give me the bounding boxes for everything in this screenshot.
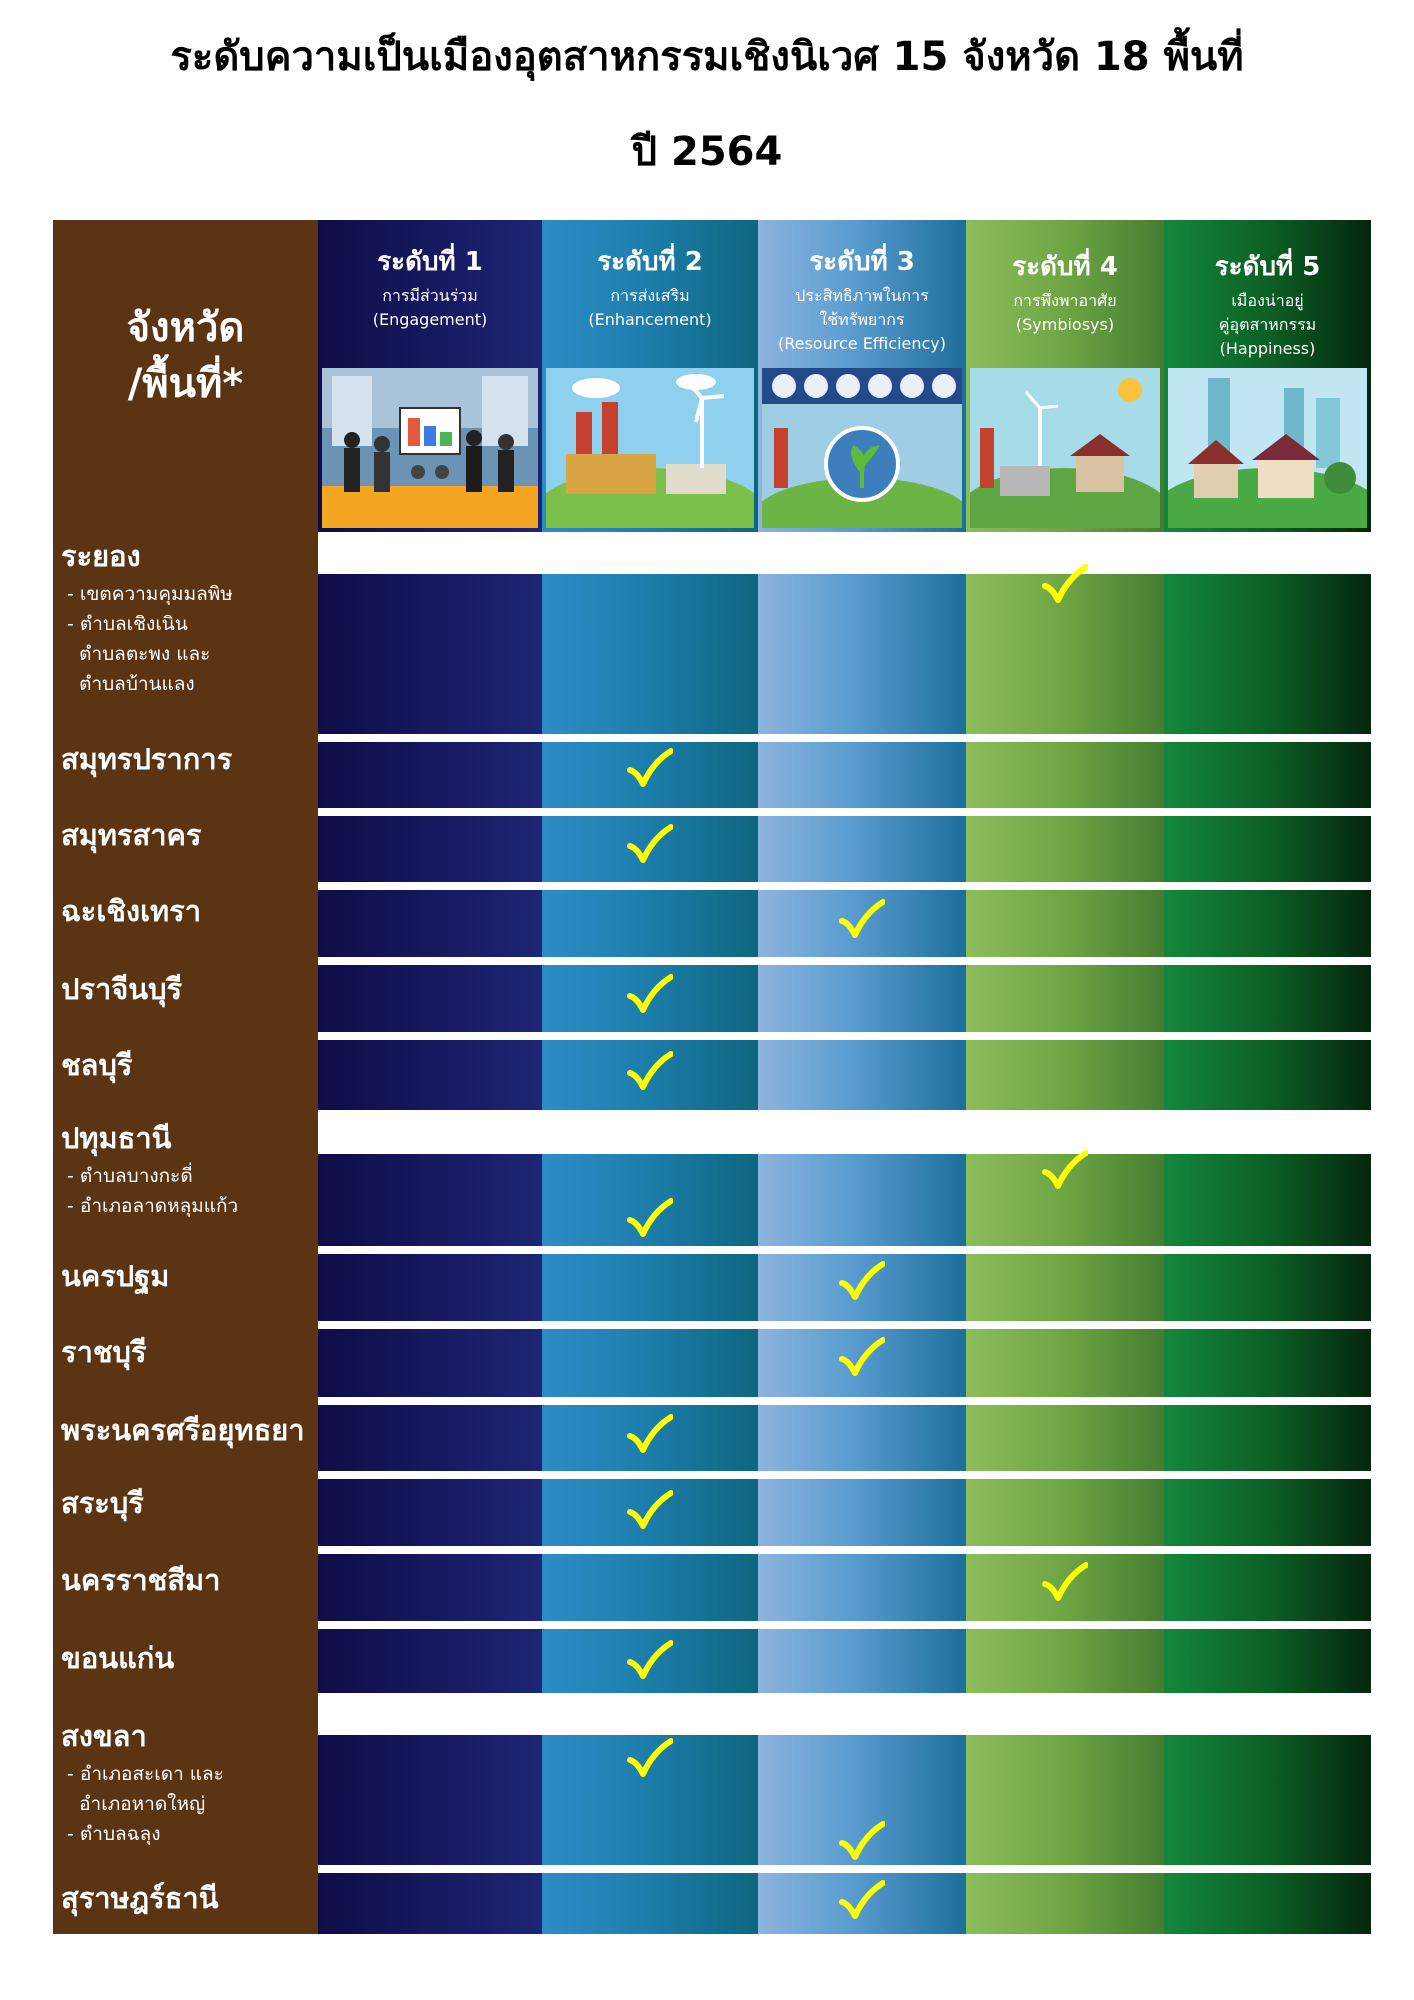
factory-windmill-illustration: [546, 368, 754, 528]
page-subtitle-year: ปี 2564: [631, 129, 783, 175]
row-separator: [318, 734, 1371, 742]
check-icon: [627, 1051, 673, 1091]
province-label: ฉะเชิงเทรา: [61, 894, 201, 928]
check-icon: [1042, 1150, 1088, 1190]
symbiosis-town-illustration: [970, 368, 1160, 528]
row-separator: [318, 1621, 1371, 1629]
row-separator: [318, 1693, 1371, 1735]
province-label: ชลบุรี: [61, 1048, 133, 1082]
level-3-column: [758, 220, 966, 1934]
province-label: สระบุรี: [61, 1486, 144, 1520]
happy-city-illustration: [1168, 368, 1367, 528]
check-icon: [627, 1738, 673, 1778]
level-3-title: ระดับที่ 3: [809, 247, 915, 277]
row-separator: [318, 957, 1371, 965]
check-icon: [627, 824, 673, 864]
province-label: ราชบุรี: [61, 1335, 147, 1369]
check-icon: [839, 1337, 885, 1377]
province-label: ปราจีนบุรี: [61, 972, 183, 1006]
page-title: ระดับความเป็นเมืองอุตสาหกรรมเชิงนิเวศ 15 จังหวัด 18 พื้นที่: [170, 34, 1244, 80]
row-separator: [318, 1546, 1371, 1554]
level-5-column: [1164, 220, 1371, 1934]
check-icon: [627, 974, 673, 1014]
level-4-column: [966, 220, 1164, 1934]
resource-globe-illustration: [762, 368, 962, 528]
level-1-column: [318, 220, 542, 1934]
level-5-subtitle: เมืองน่าอยู่ คู่อุตสาหกรรม (Happiness): [1218, 291, 1317, 358]
level-1-title: ระดับที่ 1: [377, 247, 483, 277]
row-separator: [318, 1321, 1371, 1329]
row-separator: [318, 1246, 1371, 1254]
province-label: สมุทรปราการ: [61, 742, 233, 776]
province-label: นครราชสีมา: [61, 1563, 221, 1597]
row-separator: [318, 1032, 1371, 1040]
check-icon: [839, 899, 885, 939]
level-2-title: ระดับที่ 2: [597, 247, 703, 277]
province-areas: - เขตความคุมมลพิษ - ตำบลเชิงเนิน ตำบลตะพง และ ตำบลบ้านแลง: [67, 583, 233, 695]
row-separator: [318, 1865, 1371, 1873]
row-separator: [318, 1110, 1371, 1154]
row-separator: [318, 532, 1371, 574]
province-label: นครปฐม: [61, 1259, 170, 1293]
level-4-subtitle: การพึ่งพาอาศัย (Symbiosys): [1013, 291, 1117, 334]
province-column-header: จังหวัด /พื้นที่*: [126, 305, 245, 407]
check-icon: [627, 1198, 673, 1238]
check-icon: [627, 1414, 673, 1454]
province-label: พระนครศรีอยุทธยา: [61, 1413, 305, 1447]
province-areas: - ตำบลบางกะดี่ - อำเภอลาดหลุมแก้ว: [67, 1165, 239, 1217]
level-1-subtitle: การมีส่วนร่วม (Engagement): [372, 286, 488, 329]
province-label: ขอนแก่น: [61, 1641, 175, 1675]
province-label: สุราษฎร์ธานี: [61, 1881, 219, 1915]
row-separator: [318, 1397, 1371, 1405]
level-5-title: ระดับที่ 5: [1214, 252, 1321, 282]
row-separator: [318, 808, 1371, 816]
check-icon: [1042, 564, 1088, 604]
check-icon: [627, 748, 673, 788]
row-separator: [318, 882, 1371, 890]
meeting-illustration: [322, 368, 538, 528]
province-areas: - อำเภอสะเดา และ อำเภอหาดใหญ่ - ตำบลฉลุง: [67, 1763, 224, 1845]
province-label: สงขลา: [61, 1719, 147, 1753]
province-label: ระยอง: [61, 539, 141, 573]
check-icon: [1042, 1562, 1088, 1602]
level-2-subtitle: การส่งเสริม (Enhancement): [588, 286, 712, 329]
province-label: ปทุมธานี: [61, 1121, 172, 1155]
row-separator: [318, 1471, 1371, 1479]
check-icon: [839, 1821, 885, 1861]
check-icon: [627, 1640, 673, 1680]
province-label: สมุทรสาคร: [61, 818, 202, 852]
check-icon: [839, 1880, 885, 1920]
check-icon: [839, 1261, 885, 1301]
level-3-subtitle: ประสิทธิภาพในการ ใช้ทรัพยากร (Resource Efficiency): [777, 286, 946, 353]
check-icon: [627, 1490, 673, 1530]
level-4-title: ระดับที่ 4: [1012, 252, 1118, 282]
